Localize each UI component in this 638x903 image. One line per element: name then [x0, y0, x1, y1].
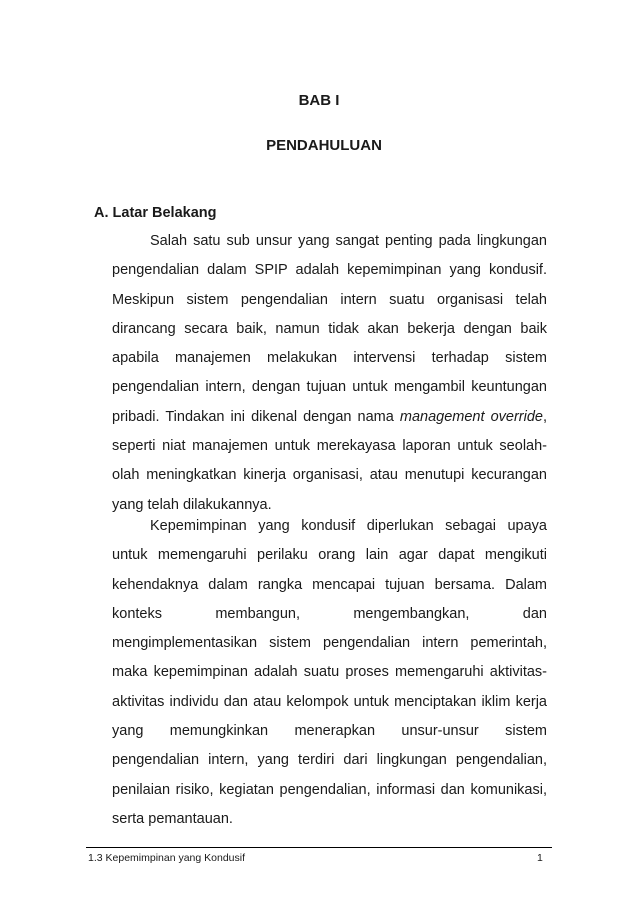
paragraph-1-italic-term: management override [399, 408, 543, 425]
paragraph-1 [112, 227, 547, 520]
paragraph-1-text-end: , seperti niat manajemen untuk merekayasa laporan untuk seolah-olah meningkatkan kinerja organisasi, atau menutupi kecurangan yang telah dilakukannya. [112, 408, 547, 513]
paragraph-2: Kepemimpinan yang kondusif diperlukan sebagai upaya untuk memengaruhi perilaku orang lain agar dapat mengikuti kehendaknya dalam rangka mencapai tujuan bersama. Dalam konteks membangun, mengembangkan, dan mengimplementasikan sistem pengendalian intern pemerintah, maka kepemimpinan adalah suatu proses memengaruhi aktivitas-aktivitas individu dan atau kelompok untuk menciptakan iklim kerja yang memungkinkan menerapkan unsur-unsur sistem pengendalian intern, yang terdiri dari lingkungan pengendalian, penilaian risiko, kegiatan pengendalian, informasi dan komunikasi, serta pemantauan. [112, 518, 547, 827]
chapter-title: PENDAHULUAN [266, 137, 382, 154]
footer-divider [86, 847, 552, 848]
paragraph-1-text-start: Salah satu sub unsur yang sangat penting pada lingkungan pengendalian dalam SPIP adalah kepemimpinan yang kondusif. Meskipun sistem pengendalian intern suatu organisasi telah dirancang secara baik, namun tidak akan bekerja dengan baik apabila manajemen melakukan intervensi terhadap sistem pengendalian intern, dengan tujuan untuk mengambil keuntungan pribadi. Tindakan ini dikenal dengan nama [112, 233, 547, 425]
page-number: 1 [537, 852, 543, 864]
chapter-number: BAB I [298, 92, 340, 109]
section-heading: A. Latar Belakang [94, 205, 217, 221]
footer-title: 1.3 Kepemimpinan yang Kondusif [88, 852, 246, 864]
